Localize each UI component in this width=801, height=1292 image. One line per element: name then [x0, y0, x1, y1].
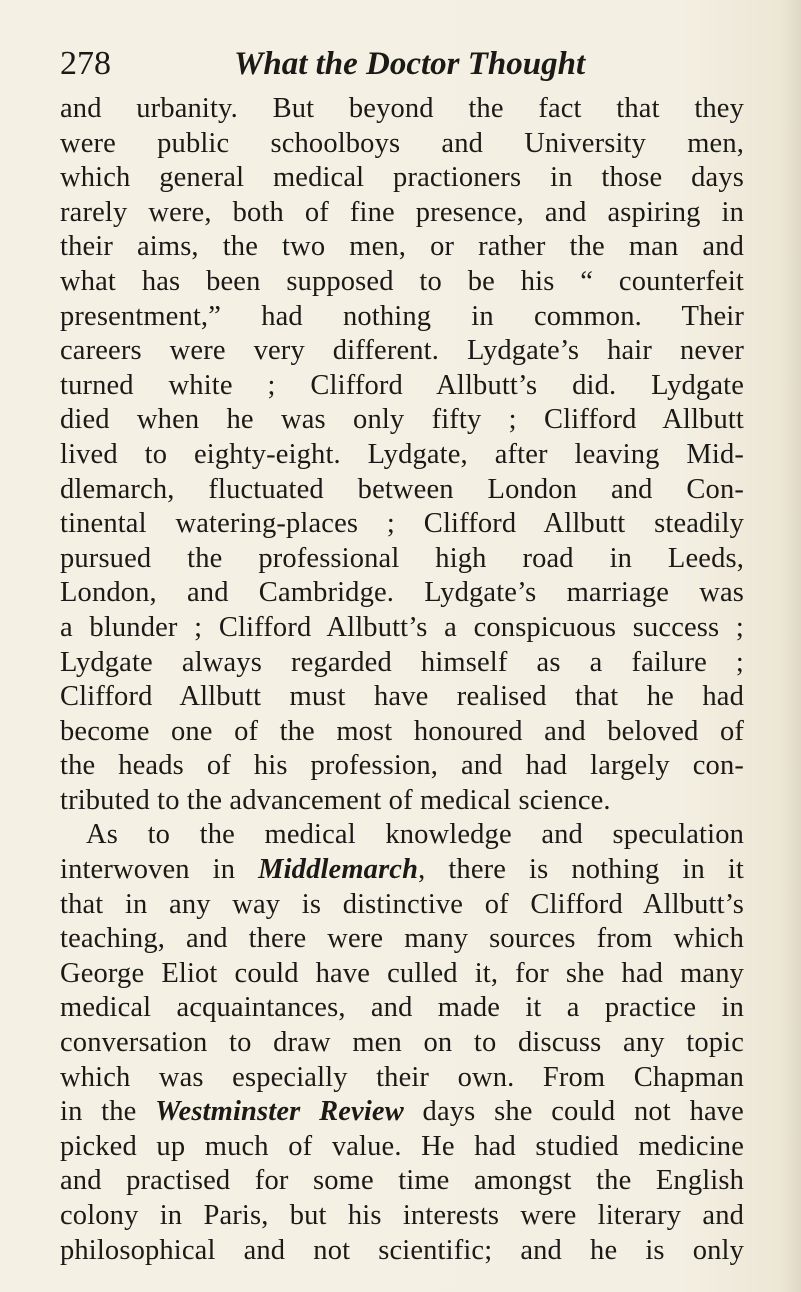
running-title: What the Doctor Thought: [234, 46, 586, 82]
text-line: were public schoolboys and University men,: [60, 127, 744, 159]
journal-title-westminster-review: Westminster Review: [155, 1096, 404, 1128]
text-line: [60, 853, 744, 888]
text-line: tinental watering-places ; Clifford Allbutt steadily: [60, 508, 744, 540]
text-line: what has been supposed to be his “ counterfeit: [60, 265, 744, 297]
text-line: Clifford Allbutt must have realised that he had: [60, 681, 744, 713]
body-text: [60, 92, 744, 1268]
text-line: medical acquaintances, and made it a practice in: [60, 992, 744, 1024]
text-line: conversation to draw men on to discuss any topic: [60, 1027, 744, 1059]
text-line: rarely were, both of fine presence, and aspiring in: [60, 196, 744, 228]
text-run: days she could not have: [403, 1096, 744, 1128]
text-line: tributed to the advancement of medical science.: [60, 784, 611, 816]
text-line: which general medical practioners in those days: [60, 162, 744, 194]
text-line: Lydgate always regarded himself as a failure ;: [60, 646, 744, 678]
text-line: their aims, the two men, or rather the man and: [60, 231, 744, 263]
text-line: and urbanity. But beyond the fact that they: [60, 93, 744, 124]
text-line: lived to eighty-eight. Lydgate, after leaving Mid-: [60, 438, 744, 470]
paragraph-2: [60, 818, 744, 1268]
book-title-middlemarch: Middlemarch: [258, 854, 419, 886]
text-line: As to the medical knowledge and speculation: [86, 819, 744, 851]
text-line: colony in Paris, but his interests were literary and: [60, 1200, 744, 1231]
text-line: died when he was only fifty ; Clifford Allbutt: [60, 404, 744, 436]
text-line: become one of the most honoured and beloved of: [60, 715, 744, 747]
text-line: [60, 1095, 744, 1130]
paragraph-1: [60, 92, 744, 818]
text-line: careers were very different. Lydgate’s hair never: [60, 335, 744, 367]
text-line: and practised for some time amongst the English: [60, 1165, 744, 1197]
text-line: presentment,” had nothing in common. Their: [60, 300, 744, 332]
text-line: turned white ; Clifford Allbutt’s did. Lydgate: [60, 369, 744, 401]
text-line: pursued the professional high road in Leeds,: [60, 542, 744, 574]
text-run: interwoven in: [60, 854, 259, 886]
page-edge-shadow: [781, 0, 801, 1292]
text-line: the heads of his profession, and had largely con-: [60, 750, 744, 782]
text-run: in the: [60, 1096, 156, 1128]
text-line: that in any way is distinctive of Clifford Allbutt’s: [60, 888, 744, 920]
page-number: 278: [60, 45, 111, 82]
text-line: a blunder ; Clifford Allbutt’s a conspicuous success ;: [60, 611, 744, 643]
text-line: London, and Cambridge. Lydgate’s marriage was: [60, 577, 744, 609]
text-line: which was especially their own. From Chapman: [60, 1061, 744, 1093]
text-line: George Eliot could have culled it, for she had many: [60, 957, 744, 989]
text-line: philosophical and not scientific; and he is only: [60, 1234, 744, 1266]
page-header: [60, 40, 744, 88]
text-run: , there is nothing in it: [418, 854, 744, 886]
text-line: picked up much of value. He had studied medicine: [60, 1130, 744, 1162]
text-line: dlemarch, fluctuated between London and Con-: [60, 473, 744, 505]
text-line: teaching, and there were many sources from which: [60, 923, 744, 955]
